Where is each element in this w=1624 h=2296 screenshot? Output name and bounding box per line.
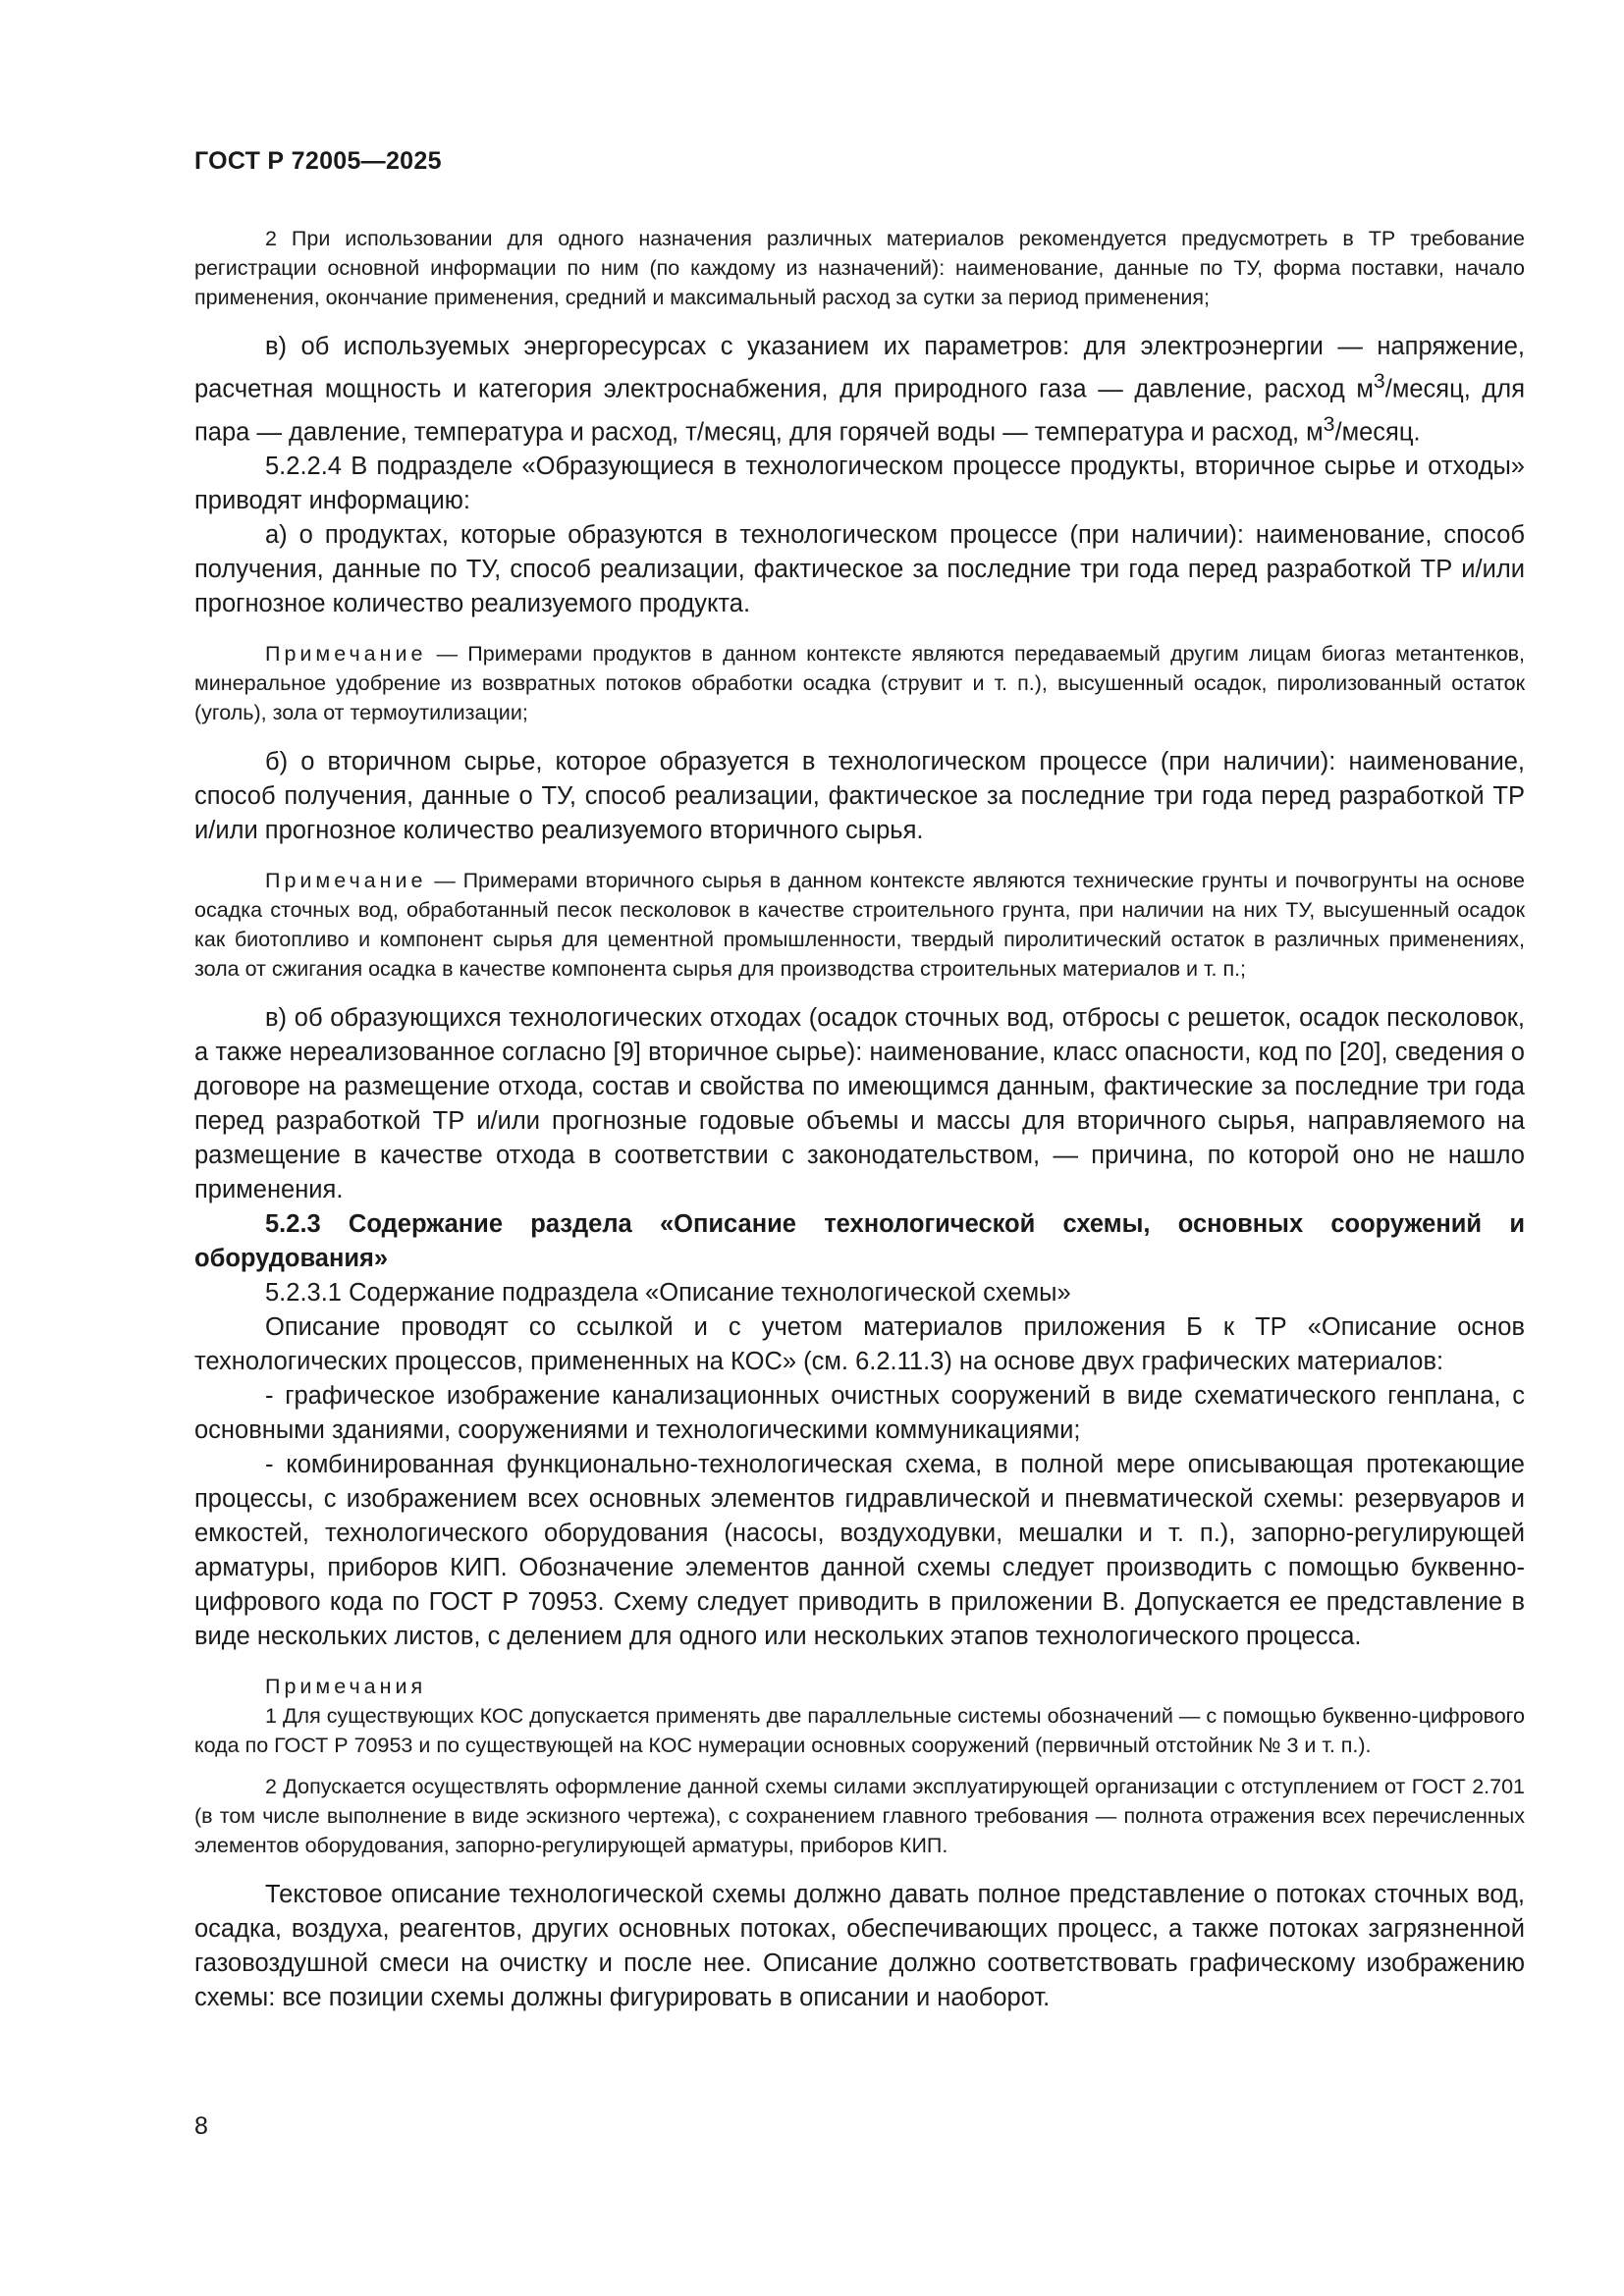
subsection-title-5-2-3-1: 5.2.3.1 Содержание подраздела «Описание технологической схемы»	[265, 1279, 1071, 1307]
clause-5-2-2-4: 5.2.2.4 В подразделе «Образующиеся в технологическом процессе продукты, вторичное сырье и отходы» приводят информацию:	[194, 453, 1525, 514]
note-previous-item: 2 При использовании для одного назначения различных материалов рекомендуется предусмотреть в ТР требование регистрации основной информации по ним (по каждому из назначений): наименование, данные по ТУ, форма поставки, начало применения, окончание применения, средний и максимальный расход за сутки за период применения;	[194, 227, 1525, 309]
note-products: Примечание — Примерами продуктов в данном контексте являются передаваемый другим лицам биогаз метантенков, минеральное удобрение из возвратных потоков обработки осадка (струвит и т. п.), высушенный осадок, пиролизованный остаток (уголь), зола от термоутилизации;	[194, 642, 1525, 724]
paragraph-energy-resources: в) об используемых энергоресурсах с указанием их параметров: для электроэнергии — напряжение, расчетная мощность и категория электроснабжения, для природного газа — давление, расход $м^3$/месяц, для пара — давление, температура и расход, т/месяц, для горячей воды — температура и расход, $м^3$/месяц.	[194, 333, 1525, 446]
paragraph-description: Описание проводят со ссылкой и с учетом материалов приложения Б к ТР «Описание основ технологических процессов, примененных на КОС» (см. 6.2.11.3) на основе двух графических материалов:	[194, 1313, 1525, 1375]
note-secondary-raw: Примечание — Примерами вторичного сырья в данном контексте являются технические грунты и почвогрунты на основе осадка сточных вод, обработанный песок песколовок в качестве строительного грунта, при наличии на них ТУ, высушенный осадок как биотопливо и компонент сырья для цементной промышленности, твердый пиролитический остаток в различных применениях, зола от сжигания осадка в качестве компонента сырья для производства строительных материалов и т. п.;	[194, 869, 1525, 981]
item-a-products: а) о продуктах, которые образуются в технологическом процессе (при наличии): наименование, способ получения, данные по ТУ, способ реализации, фактическое за последние три года перед разработкой ТР и/или прогнозное количество реализуемого продукта.	[194, 521, 1525, 617]
list-item-scheme: - комбинированная функционально-технологическая схема, в полной мере описывающая протекающие процессы, с изображением всех основных элементов гидравлической и пневматической схемы: резервуаров и емкостей, технологического оборудования (насосы, воздуходувки, мешалки и т. п.), запорно-регулирующей арматуры, приборов КИП. Обозначение элементов данной схемы следует производить с помощью буквенно-цифрового кода по ГОСТ Р 70953. Схему следует приводить в приложении В. Допускается ее представление в виде нескольких листов, с делением для одного или нескольких этапов технологического процесса.	[194, 1451, 1525, 1650]
list-item-genplan: - графическое изображение канализационных очистных сооружений в виде схематического генплана, с основными зданиями, сооружениями и технологическими коммуникациями;	[194, 1382, 1525, 1444]
section-heading-5-2-3: 5.2.3 Содержание раздела «Описание технологической схемы, основных сооружений и оборудования»	[194, 1210, 1525, 1272]
item-b-secondary-raw: б) о вторичном сырье, которое образуется в технологическом процессе (при наличии): наименование, способ получения, данные о ТУ, способ реализации, фактическое за последние три года перед разработкой ТР и/или прогнозное количество реализуемого вторичного сырья.	[194, 748, 1525, 844]
page-number: 8	[194, 2112, 208, 2140]
paragraph-text-description: Текстовое описание технологической схемы должно давать полное представление о потоках сточных вод, осадка, воздуха, реагентов, других основных потоках, обеспечивающих процесс, а также потоках загрязненной газовоздушной смеси на очистку и после нее. Описание должно соответствовать графическому изображению схемы: все позиции схемы должны фигурировать в описании и наоборот.	[194, 1881, 1525, 2011]
page-body	[194, 224, 1525, 2015]
item-v-waste: в) об образующихся технологических отходах (осадок сточных вод, отбросы с решеток, осадок песколовок, а также нереализованное согласно [9] вторичное сырье): наименование, класс опасности, код по [20], сведения о договоре на размещение отхода, состав и свойства по имеющимся данным, фактические за последние три года перед разработкой ТР и/или прогнозные годовые объемы и массы для вторичного сырья, направляемого на размещение в качестве отхода в соответствии с законодательством, — причина, по которой оно не нашло применения.	[194, 1004, 1525, 1203]
document-code-header: ГОСТ Р 72005—2025	[194, 147, 442, 175]
note-1-designations: 1 Для существующих КОС допускается применять две параллельные системы обозначений — с помощью буквенно-цифрового кода по ГОСТ Р 70953 и по существующей на КОС нумерации основных сооружений (первичный отстойник № 3 и т. п.).	[194, 1704, 1525, 1757]
notes-label: Примечания	[265, 1675, 427, 1698]
note-2-scheme-design: 2 Допускается осуществлять оформление данной схемы силами эксплуатирующей организации с отступлением от ГОСТ 2.701 (в том числе выполнение в виде эскизного чертежа), с сохранением главного требования — полнота отражения всех перечисленных элементов оборудования, запорно-регулирующей арматуры, приборов КИП.	[194, 1775, 1525, 1857]
